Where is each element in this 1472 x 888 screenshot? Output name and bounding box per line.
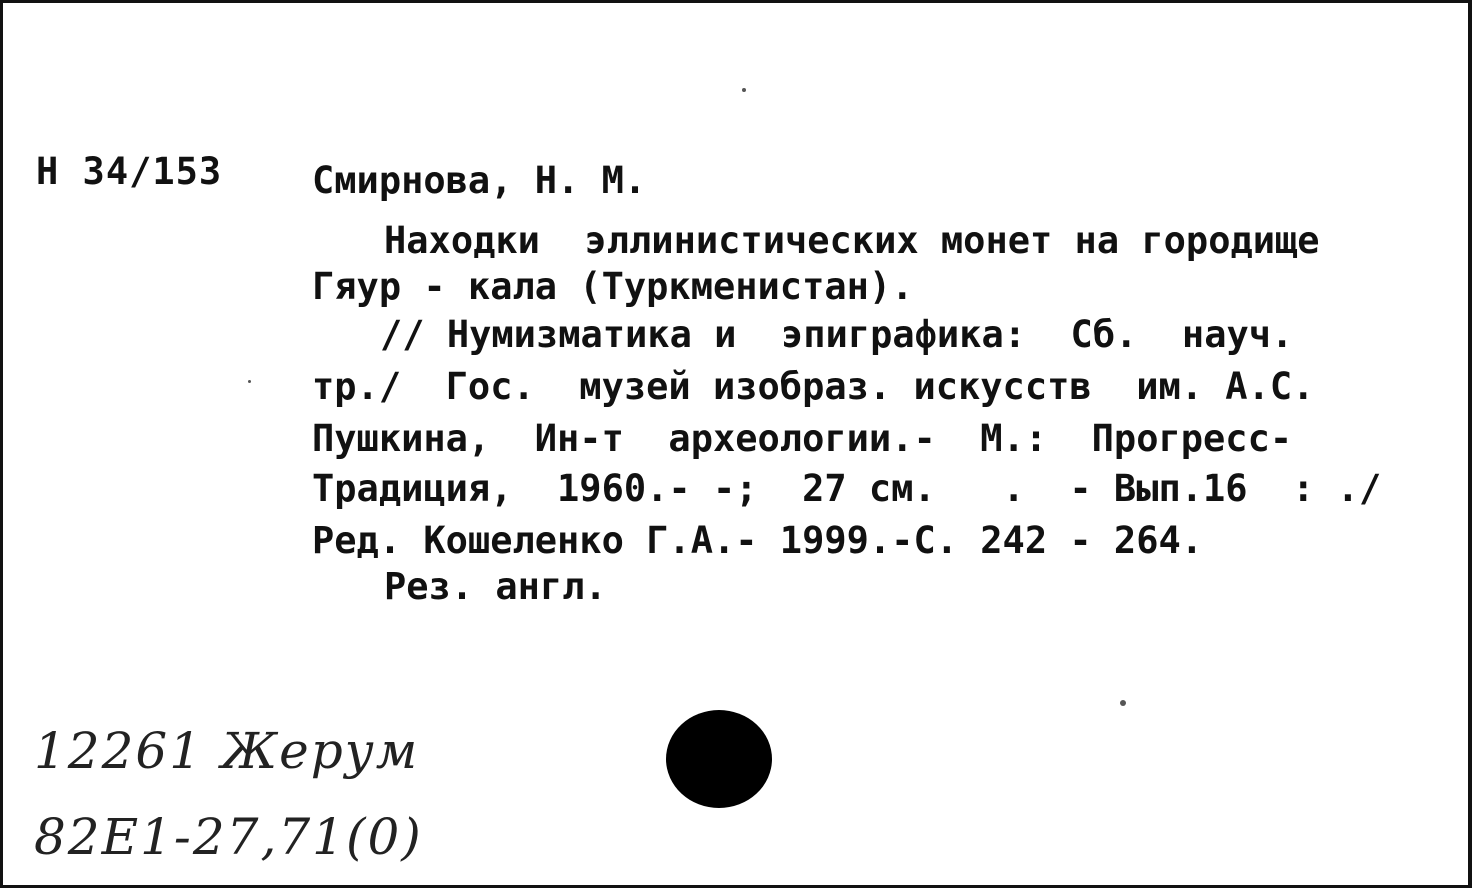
card-border-top [0,0,1472,3]
handwritten-classification: 82Е1-27,71(0) [34,808,423,866]
title-line-1: Находки эллинистических монет на городище [384,219,1320,262]
source-line-3: Пушкина, Ин-т археологии.- М.: Прогресс- [312,417,1293,460]
call-number: Н 34/153 [36,150,223,193]
handwritten-accession: 12261 Жерум [34,722,420,780]
source-line-5: Ред. Кошеленко Г.А.- 1999.-С. 242 - 264. [312,519,1204,562]
ink-speck [248,380,251,383]
ink-speck [742,88,746,92]
source-line-1: // Нумизматика и эпиграфика: Сб. науч. [380,313,1294,356]
summary-note: Рез. англ. [384,565,607,608]
ink-speck [1120,700,1126,706]
card-border-right [1468,0,1472,888]
source-line-4: Традиция, 1960.- -; 27 см. . - Вып.16 : ./ [312,467,1382,510]
title-line-2: Гяур - кала (Туркменистан). [312,265,914,308]
author-line: Смирнова, Н. М. [312,159,647,202]
punch-hole [666,710,772,808]
source-line-2: тр./ Гос. музей изобраз. искусств им. А.С. [312,365,1315,408]
card-border-left [0,0,3,888]
